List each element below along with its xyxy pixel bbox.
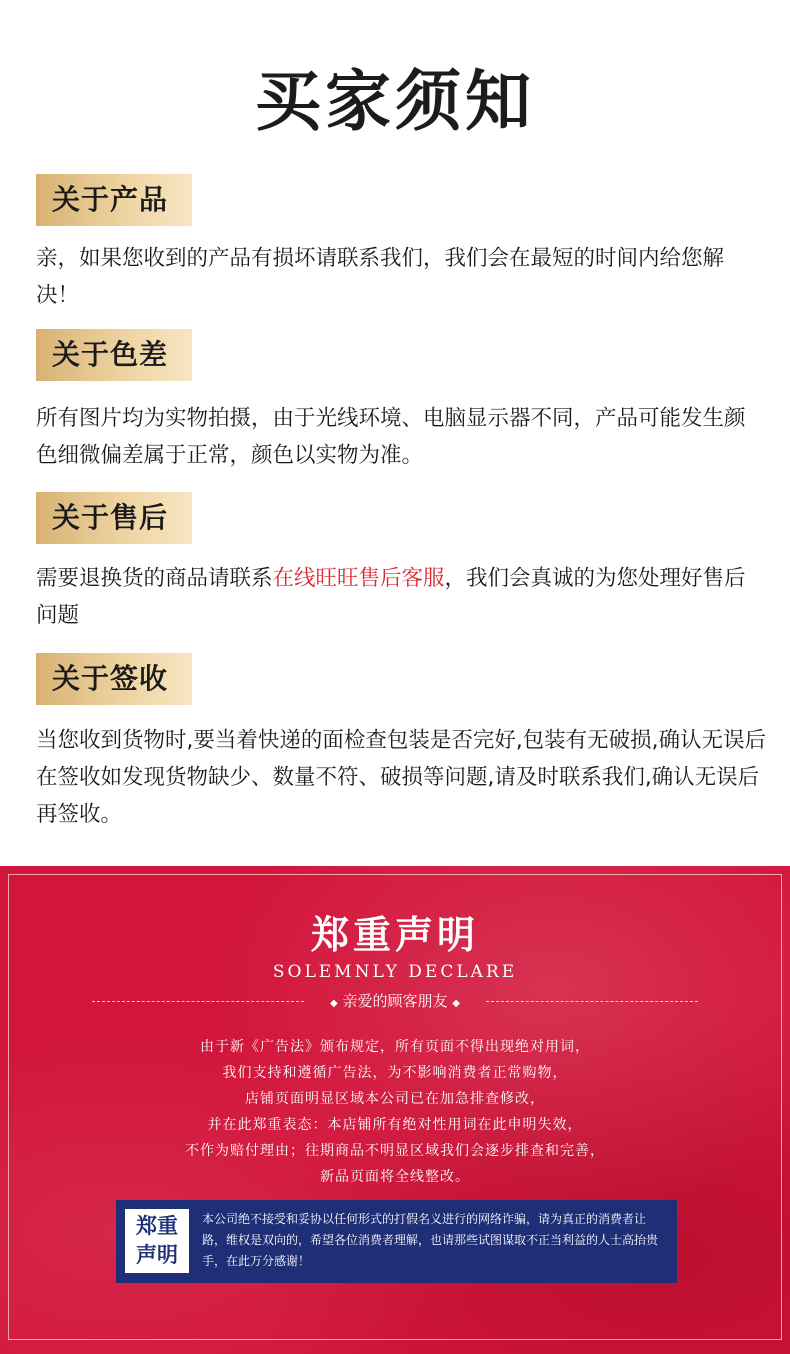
aftersale-text-before: 需要退换货的商品请联系 <box>36 566 273 591</box>
customer-service-link[interactable]: 在线旺旺售后客服 <box>272 566 445 591</box>
stamp-text-top: 郑重 <box>136 1214 178 1238</box>
section-body-color: 所有图片均为实物拍摄，由于光线环境、电脑显示器不同，产品可能发生颜色细微偏差属于正常，颜色以实物为准。 <box>36 406 746 468</box>
stamp-text-bottom: 声明 <box>136 1243 178 1267</box>
divider-line-right <box>486 1001 698 1002</box>
section-heading-color: 关于色差 <box>36 329 192 381</box>
section-heading-signing: 关于签收 <box>36 653 192 705</box>
section-heading-product: 关于产品 <box>36 174 192 226</box>
greeting-text: 亲爱的顾客朋友 <box>342 992 448 1010</box>
declaration-line: 新品页面将全线整改。 <box>320 1169 470 1185</box>
notice-box <box>116 1200 677 1283</box>
declaration-line: 不作为赔付理由；往期商品不明显区域我们会逐步排查和完善， <box>185 1143 605 1159</box>
declaration-line: 由于新《广告法》颁布规定，所有页面不得出现绝对用词， <box>200 1039 590 1055</box>
greeting-divider <box>92 990 698 1012</box>
section-heading-aftersale: 关于售后 <box>36 492 192 544</box>
notice-text: 本公司绝不接受和妥协以任何形式的打假名义进行的网络诈骗，请为真正的消费者让路，维权是双向的，希望各位消费者理解，也请那些试图谋取不正当利益的人士高抬贵手，在此万分感谢！ <box>202 1212 659 1268</box>
divider-line-left <box>92 1001 304 1002</box>
declaration-line: 并在此郑重表态：本店铺所有绝对性用词在此申明失效， <box>207 1117 583 1133</box>
diamond-icon: ◆ <box>330 998 338 1009</box>
declaration-subtitle: SOLEMNLY DECLARE <box>272 962 518 982</box>
declaration-banner <box>0 866 790 1354</box>
declaration-stamp <box>125 1209 189 1273</box>
section-body-aftersale <box>36 560 766 634</box>
section-body-signing: 当您收到货物时,要当着快递的面检查包装是否完好,包装有无破损,确认无误后在签收如发现货物缺少、数量不符、破损等问题,请及时联系我们,确认无误后再签收。 <box>36 728 767 827</box>
greeting-row <box>304 990 486 1015</box>
declaration-line: 我们支持和遵循广告法，为不影响消费者正常购物， <box>222 1065 568 1081</box>
declaration-line: 店铺页面明显区域本公司已在加急排查修改， <box>245 1091 545 1107</box>
section-body-product: 亲，如果您收到的产品有损坏请联系我们，我们会在最短的时间内给您解决！ <box>36 246 725 308</box>
declaration-title: 郑重声明 <box>310 913 479 957</box>
diamond-icon: ◆ <box>452 998 460 1009</box>
aftersale-text-after: ，我们会真诚的为您处理好售后问题 <box>36 566 746 628</box>
page-title: 买家须知 <box>255 63 535 140</box>
